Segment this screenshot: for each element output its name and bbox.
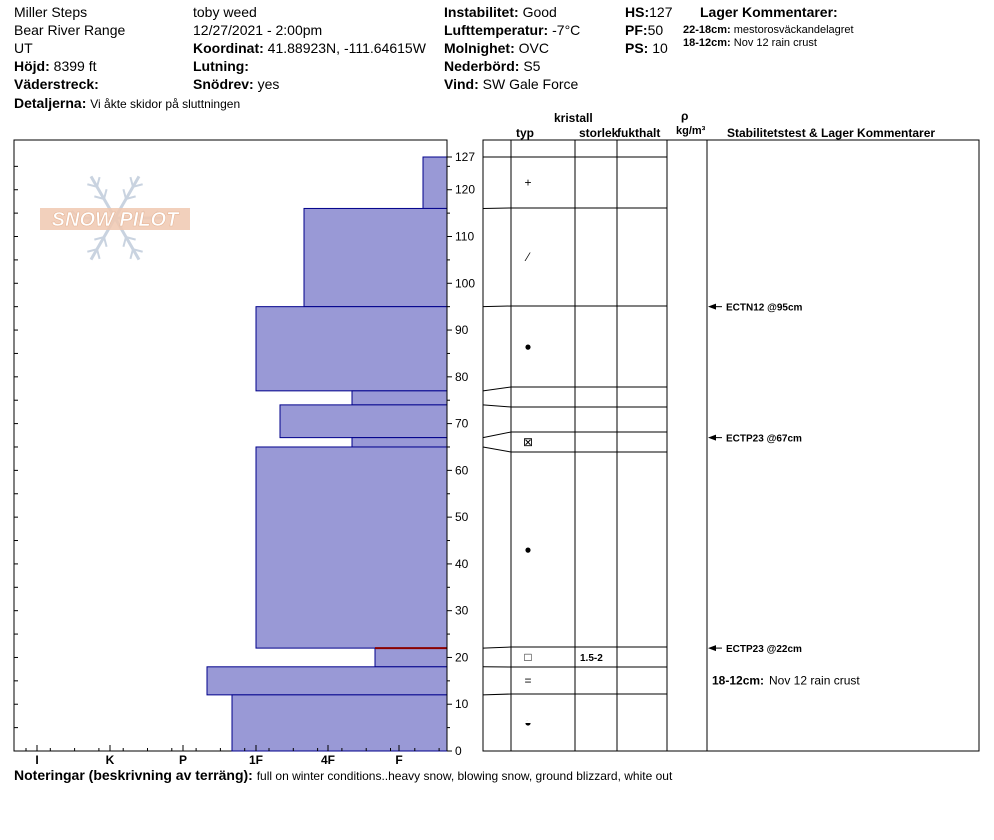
- crystal-type-symbol: ⊠: [522, 435, 534, 449]
- hardness-bar: [423, 157, 447, 208]
- layer-comment-1-range: 22-18cm:: [683, 24, 731, 36]
- sky-label: Molnighet:: [444, 40, 515, 56]
- hardness-bar: [207, 667, 447, 695]
- y-tick-label: 120: [455, 182, 476, 197]
- stability-header: Stabilitetstest & Lager Kommentarer: [727, 126, 936, 140]
- hs-value: 127: [649, 4, 673, 20]
- y-tick-label: 20: [455, 650, 469, 665]
- y-tick-label: 127: [455, 150, 476, 164]
- layer-connector: [483, 387, 511, 391]
- hardness-bar: [352, 391, 447, 405]
- crystal-header: kristall: [554, 111, 593, 125]
- pf-value: 50: [647, 22, 664, 38]
- location: Miller Steps: [14, 4, 88, 20]
- stability-test-label: ECTN12 @95cm: [726, 302, 803, 314]
- layer-comment-text: Nov 12 rain crust: [769, 673, 860, 688]
- notes-label: Noteringar (beskrivning av terräng):: [14, 767, 253, 783]
- layer-connector: [483, 694, 511, 695]
- hardness-bar: [280, 405, 447, 438]
- x-tick-label: I: [35, 753, 39, 767]
- x-tick-label: 4F: [320, 753, 336, 767]
- wind-value: SW Gale Force: [482, 76, 579, 92]
- air-temp-value: -7°C: [552, 22, 581, 38]
- crystal-type-symbol: ⁄: [526, 250, 530, 264]
- snowflake-branch: [104, 189, 107, 199]
- y-tick-label: 90: [455, 323, 469, 338]
- snowflake-branch: [130, 249, 133, 259]
- crystal-type-symbol: □: [524, 650, 532, 664]
- pf-label: PF:: [625, 22, 648, 38]
- x-tick-label: F: [395, 753, 403, 767]
- coord-value: 41.88923N, -111.64615W: [267, 40, 426, 56]
- hardness-bar: [232, 695, 447, 751]
- crystal-type-symbol: =: [524, 673, 532, 688]
- details-label: Detaljerna:: [14, 95, 87, 111]
- x-tick-label: P: [178, 753, 188, 767]
- details-value: Vi åkte skidor på sluttningen: [90, 97, 241, 111]
- hardness-bar: [256, 447, 447, 648]
- hs-label: HS:: [625, 4, 650, 20]
- hardness-bar: [304, 208, 447, 306]
- crystal-type-symbol: ●: [524, 339, 532, 354]
- logo-text: SNOW PILOT: [51, 209, 179, 231]
- layer-connector: [483, 647, 511, 648]
- coord-label: Koordinat:: [193, 40, 264, 56]
- layer-connector: [483, 306, 511, 307]
- moisture-header: fukthalt: [617, 126, 661, 140]
- sky-value: OVC: [518, 40, 549, 56]
- snowflake-branch: [104, 237, 107, 247]
- crystal-type-symbol: +: [524, 175, 532, 190]
- layer-comment-1-text: mestorosväckandelagret: [733, 24, 854, 36]
- density-header-rho: ρ: [681, 109, 689, 123]
- snowflake-branch: [123, 237, 126, 247]
- size-header: storlek: [579, 126, 619, 140]
- stability-test-label: ECTP23 @22cm: [726, 644, 802, 656]
- stability-test-label: ECTP23 @67cm: [726, 433, 802, 445]
- hardness-bar: [375, 648, 447, 667]
- y-tick-label: 100: [455, 276, 476, 291]
- y-tick-label: 10: [455, 697, 469, 712]
- instability-label: Instabilitet:: [444, 4, 519, 20]
- wind-loading-value: yes: [257, 76, 280, 92]
- notes-value: full on winter conditions..heavy snow, blowing snow, ground blizzard, white out: [256, 769, 673, 783]
- layer-table-frame: [483, 140, 979, 751]
- layer-comment-2-text: Nov 12 rain crust: [733, 37, 817, 49]
- stability-arrow-head: [708, 435, 716, 441]
- aspect-label: Väderstreck:: [14, 76, 99, 92]
- y-tick-label: 70: [455, 416, 469, 431]
- layer-comment-2-range: 18-12cm:: [683, 37, 731, 49]
- snowflake-branch: [130, 177, 133, 187]
- y-tick-label: 110: [455, 229, 475, 244]
- observer: toby weed: [193, 4, 257, 20]
- layer-comments-title: Lager Kommentarer:: [700, 4, 838, 20]
- layer-connector: [483, 405, 511, 407]
- datetime: 12/27/2021 - 2:00pm: [193, 22, 323, 38]
- type-header: typ: [516, 126, 534, 140]
- crystal-type-symbol: ◒: [524, 715, 532, 730]
- y-tick-label: 0: [455, 744, 462, 758]
- precip-value: S5: [523, 58, 541, 74]
- y-tick-label: 60: [455, 463, 469, 478]
- x-tick-label: K: [105, 753, 115, 767]
- layer-comment-range: 18-12cm:: [712, 673, 765, 688]
- snowflake-branch: [97, 177, 100, 187]
- crystal-size-label: 1.5-2: [580, 653, 603, 664]
- instability-value: Good: [522, 4, 557, 20]
- crystal-type-symbol: ●: [524, 542, 532, 557]
- state: UT: [14, 40, 33, 56]
- snowflake-branch: [97, 249, 100, 259]
- stability-arrow-head: [708, 645, 716, 651]
- layer-connector: [483, 447, 511, 452]
- wind-label: Vind:: [444, 76, 479, 92]
- y-tick-label: 30: [455, 603, 469, 618]
- stability-arrow-head: [708, 304, 716, 310]
- ps-value: 10: [652, 40, 668, 56]
- elevation-label: Höjd:: [14, 58, 50, 74]
- mountain-range: Bear River Range: [14, 22, 126, 38]
- density-header-unit: kg/m³: [676, 125, 706, 137]
- elevation-value: 8399 ft: [53, 58, 97, 74]
- y-tick-label: 50: [455, 510, 469, 525]
- precip-label: Nederbörd:: [444, 58, 520, 74]
- y-tick-label: 40: [455, 556, 469, 571]
- hardness-bar: [352, 438, 447, 447]
- layer-connector: [483, 432, 511, 438]
- y-tick-label: 80: [455, 369, 469, 384]
- x-tick-label: 1F: [248, 753, 264, 767]
- slope-label: Lutning:: [193, 58, 249, 74]
- hardness-bar: [256, 307, 447, 391]
- wind-loading-label: Snödrev:: [193, 76, 254, 92]
- ps-label: PS:: [625, 40, 649, 56]
- snowflake-branch: [123, 189, 126, 199]
- air-temp-label: Lufttemperatur:: [444, 22, 549, 38]
